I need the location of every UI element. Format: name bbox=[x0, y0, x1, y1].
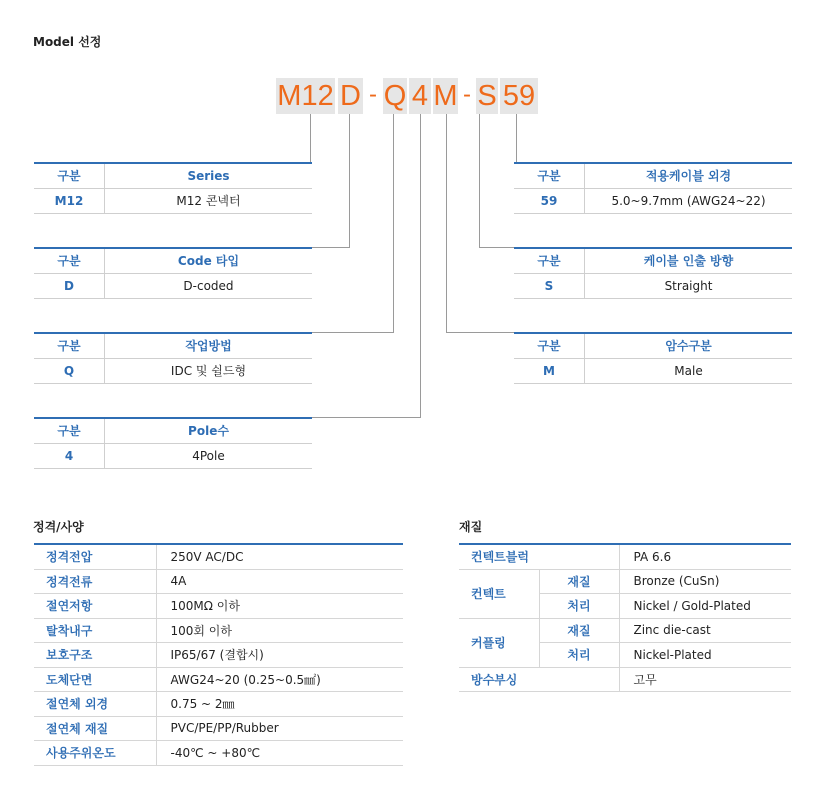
table-row bbox=[34, 741, 403, 766]
material-sub-label: 처리 bbox=[539, 643, 619, 668]
table-row bbox=[34, 692, 403, 717]
option-value: M12 콘넥터 bbox=[104, 189, 312, 213]
connector-line bbox=[310, 114, 311, 162]
table-row bbox=[459, 667, 791, 692]
option-code: M bbox=[543, 364, 555, 378]
option-code: M12 bbox=[54, 194, 84, 208]
header-category: 구분 bbox=[537, 339, 561, 353]
material-sub-label: 처리 bbox=[539, 594, 619, 619]
cable-diameter-table bbox=[514, 162, 792, 214]
option-code: Q bbox=[63, 364, 75, 378]
material-value: Zinc die-cast bbox=[619, 618, 791, 643]
spec-value: -40℃ ~ +80℃ bbox=[156, 741, 403, 766]
table-row bbox=[34, 643, 403, 668]
connector-line bbox=[349, 114, 350, 248]
connector-line bbox=[312, 332, 394, 333]
spec-label: 절연체 외경 bbox=[34, 692, 156, 717]
connector-line bbox=[516, 114, 517, 162]
table-row bbox=[459, 544, 791, 569]
material-label: 컨텍트 bbox=[459, 569, 539, 618]
table-row bbox=[459, 618, 791, 643]
spec-label: 정격전류 bbox=[34, 569, 156, 594]
header-title: Series bbox=[104, 164, 312, 188]
header-title: 케이블 인출 방향 bbox=[584, 249, 792, 273]
option-value: 4Pole bbox=[104, 444, 312, 468]
material-value: Nickel / Gold-Plated bbox=[619, 594, 791, 619]
spec-value: AWG24~20 (0.25~0.5㎟) bbox=[156, 667, 403, 692]
spec-label: 절연저항 bbox=[34, 594, 156, 619]
connector-line bbox=[393, 114, 394, 333]
cable-direction-table bbox=[514, 247, 792, 299]
work-method-table bbox=[34, 332, 312, 384]
table-row bbox=[34, 594, 403, 619]
option-code: S bbox=[544, 279, 554, 293]
model-heading: Model 선정 bbox=[33, 35, 102, 49]
spec-value: 250V AC/DC bbox=[156, 544, 403, 569]
spec-label: 정격전압 bbox=[34, 544, 156, 569]
table-row bbox=[34, 544, 403, 569]
connector-line bbox=[312, 247, 350, 248]
code-dash: - bbox=[463, 81, 471, 108]
spec-value: 0.75 ~ 2㎜ bbox=[156, 692, 403, 717]
header-title: Code 타입 bbox=[104, 249, 312, 273]
table-row bbox=[34, 667, 403, 692]
header-category: 구분 bbox=[57, 424, 81, 438]
material-label: 방수부싱 bbox=[459, 667, 619, 692]
connector-line bbox=[420, 114, 421, 418]
material-value: 고무 bbox=[619, 667, 791, 692]
code-part-cable: 59 bbox=[500, 78, 538, 114]
header-category: 구분 bbox=[57, 254, 81, 268]
material-sub-label: 재질 bbox=[539, 618, 619, 643]
material-table bbox=[459, 543, 791, 692]
gender-table bbox=[514, 332, 792, 384]
header-title: Pole수 bbox=[104, 419, 312, 443]
option-value: 5.0~9.7mm (AWG24~22) bbox=[584, 189, 792, 213]
code-part-coding: D bbox=[338, 78, 363, 114]
header-category: 구분 bbox=[57, 169, 81, 183]
material-value: Bronze (CuSn) bbox=[619, 569, 791, 594]
connector-line bbox=[446, 332, 514, 333]
table-row bbox=[34, 569, 403, 594]
option-code: 59 bbox=[540, 194, 558, 208]
spec-label: 보호구조 bbox=[34, 643, 156, 668]
material-label: 컨텍트블럭 bbox=[459, 544, 619, 569]
series-table bbox=[34, 162, 312, 214]
spec-value: 100회 이하 bbox=[156, 618, 403, 643]
code-part-gender: M bbox=[433, 80, 458, 112]
material-heading: 재질 bbox=[459, 520, 483, 534]
header-title: 작업방법 bbox=[104, 334, 312, 358]
option-code: D bbox=[64, 279, 74, 293]
code-type-table bbox=[34, 247, 312, 299]
code-part-series: M12 bbox=[277, 80, 334, 112]
material-value: Nickel-Plated bbox=[619, 643, 791, 668]
table-row bbox=[34, 618, 403, 643]
rating-heading: 정격/사양 bbox=[33, 520, 84, 534]
connector-line bbox=[446, 114, 447, 333]
connector-line bbox=[479, 114, 480, 248]
material-sub-label: 재질 bbox=[539, 569, 619, 594]
code-part-method: Q bbox=[383, 80, 407, 112]
option-value: Male bbox=[584, 359, 792, 383]
spec-label: 탈착내구 bbox=[34, 618, 156, 643]
header-category: 구분 bbox=[57, 339, 81, 353]
table-row bbox=[34, 716, 403, 741]
connector-line bbox=[312, 417, 421, 418]
connector-line bbox=[479, 247, 514, 248]
spec-value: 100MΩ 이하 bbox=[156, 594, 403, 619]
header-title: 적용케이블 외경 bbox=[584, 164, 792, 188]
header-category: 구분 bbox=[537, 169, 561, 183]
pole-table bbox=[34, 417, 312, 469]
option-value: Straight bbox=[584, 274, 792, 298]
option-code: 4 bbox=[64, 449, 74, 463]
code-part-pole: 4 bbox=[409, 78, 431, 114]
spec-value: PVC/PE/PP/Rubber bbox=[156, 716, 403, 741]
table-row bbox=[459, 569, 791, 594]
spec-label: 도체단면 bbox=[34, 667, 156, 692]
option-value: IDC 및 쉴드형 bbox=[104, 359, 312, 383]
material-value: PA 6.6 bbox=[619, 544, 791, 569]
spec-label: 절연체 재질 bbox=[34, 716, 156, 741]
option-value: D-coded bbox=[104, 274, 312, 298]
spec-label: 사용주위온도 bbox=[34, 741, 156, 766]
material-label: 커플링 bbox=[459, 618, 539, 667]
spec-value: 4A bbox=[156, 569, 403, 594]
code-dash: - bbox=[369, 81, 377, 108]
spec-value: IP65/67 (결합시) bbox=[156, 643, 403, 668]
code-part-direction: S bbox=[477, 80, 497, 112]
header-category: 구분 bbox=[537, 254, 561, 268]
rating-table bbox=[34, 543, 403, 766]
header-title: 암수구분 bbox=[584, 334, 792, 358]
